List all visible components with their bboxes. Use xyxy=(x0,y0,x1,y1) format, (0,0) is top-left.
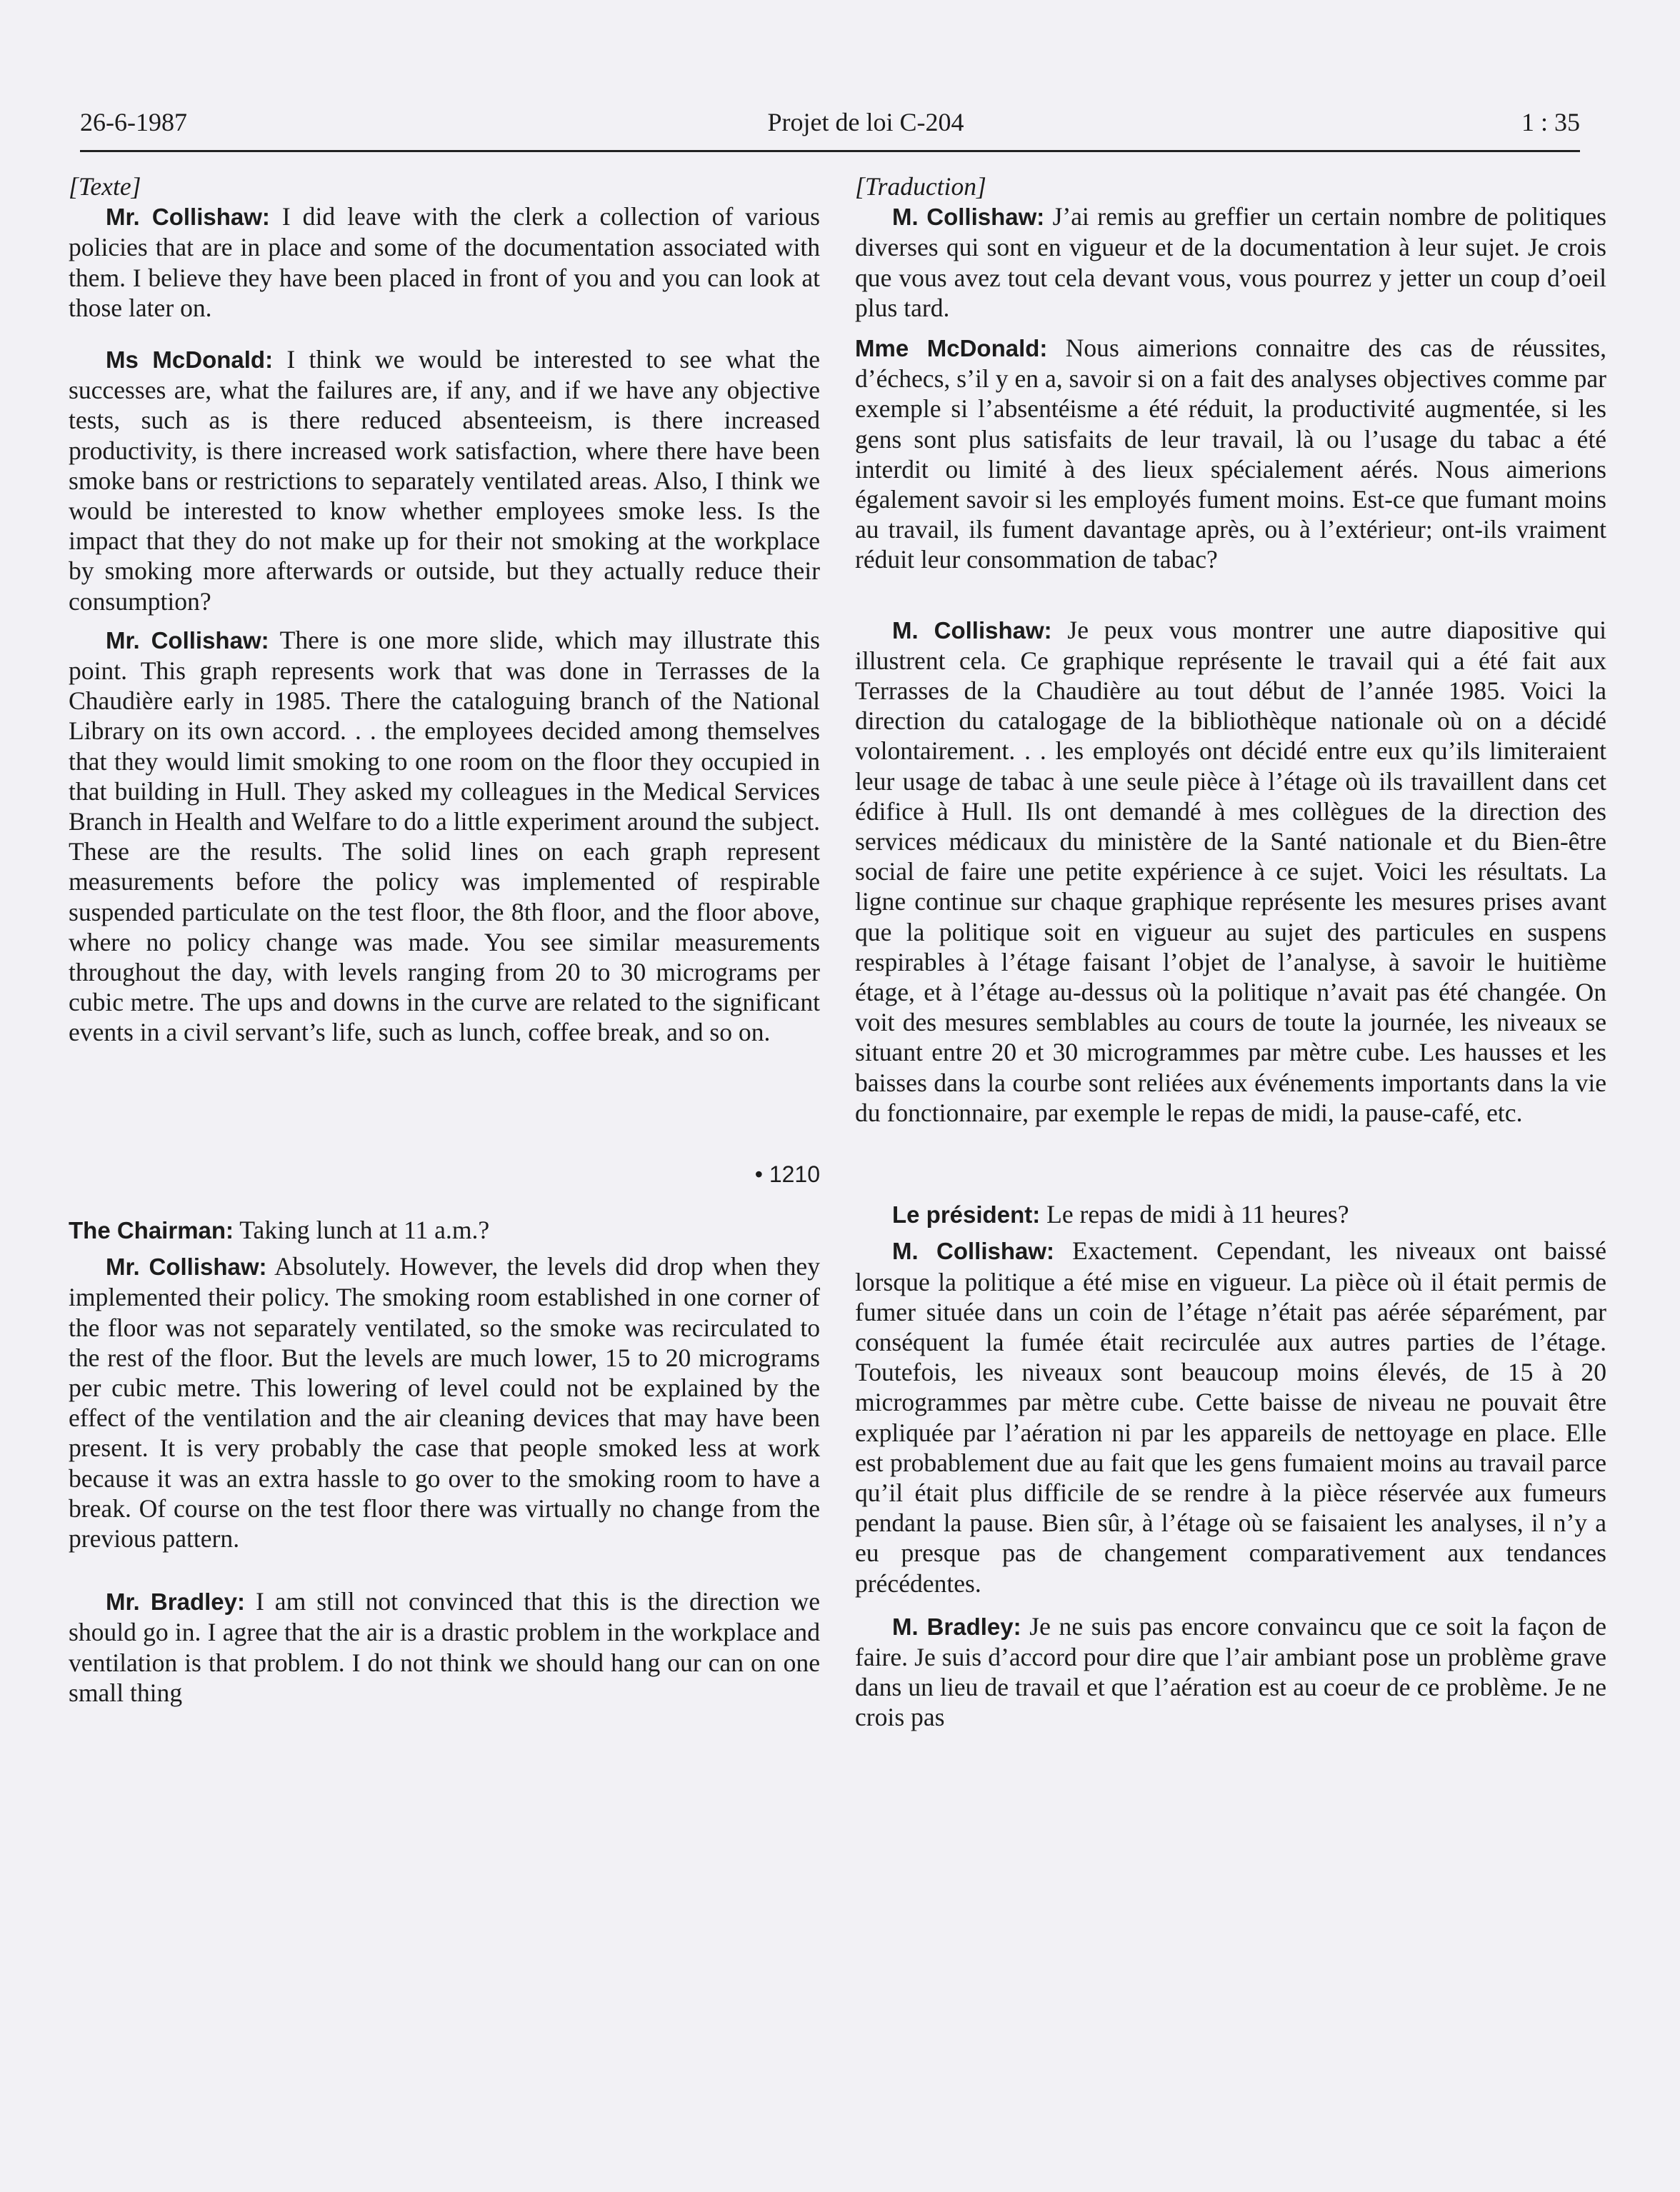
speech-text: Je ne suis pas encore convaincu que ce soit la façon de faire. Je suis d’accord pour dire que l’air ambiant pose un problème grave dans un lieu de travail et que l’aération est au coeur de ce problème. Je ne crois pas xyxy=(855,1611,1606,1732)
speech-paragraph xyxy=(855,333,1606,575)
speaker-name: Mr. Bradley: xyxy=(106,1588,245,1616)
english-column xyxy=(69,171,820,1708)
speech-paragraph xyxy=(855,1611,1606,1733)
speaker-name: Le président: xyxy=(892,1201,1041,1228)
speaker-name: Mr. Collishaw: xyxy=(106,626,269,654)
language-tag: [Texte] xyxy=(69,172,141,201)
speech-text: Nous aimerions connaitre des cas de réussites, d’échecs, s’il y en a, savoir si on a fait des analyses objectives comme par exemple si l’absentéisme a été réduit, la productivité augmentée, si les gens sont plus satisfaits de leur travail, là ou l’usage du tabac a été interdit ou limité à des lieux spécialement aérés. Nous aimerions également savoir si les employés fument moins. Est-ce que fumant moins au travail, ils fument davantage après, ou à l’extérieur; ont-ils vraiment réduit leur consommation de tabac? xyxy=(855,334,1607,574)
speech-text: J’ai remis au greffier un certain nombre de politiques diverses qui sont en vigueur et de la documentation à leur sujet. Je crois que vous avez tout cela devant vous, vous pourrez y jetter un coup d’oeil plus tard. xyxy=(855,202,1607,322)
speech-paragraph xyxy=(69,625,820,1048)
header-page-number: 1 : 35 xyxy=(1521,108,1580,136)
speaker-name: Mr. Collishaw: xyxy=(106,1253,267,1281)
speaker-name: M. Collishaw: xyxy=(892,616,1052,644)
speech-text: I am still not convinced that this is the direction we should go in. I agree that the air is a drastic problem in the workplace and ventilation is that problem. I do not think we should hang our can on one small thing xyxy=(69,1587,820,1707)
speech-paragraph xyxy=(69,1586,820,1708)
speech-paragraph xyxy=(69,1251,820,1553)
speech-paragraph xyxy=(69,201,820,323)
speech-text: Absolutely. However, the levels did drop when they implemented their policy. The smoking room established in one corner of the floor was not separately ventilated, so the smoke was recirculated to the rest of the floor. But the levels are much lower, 15 to 20 micrograms per cubic metre. This lowering of level could not be explained by the effect of the ventilation and the air cleaning devices that may have been present. It is very probably the case that people smoked less at work because it was an extra hassle to go over to the smoking room to have a break. Of course on the test floor there was virtually no change from the previous pattern. xyxy=(69,1252,820,1553)
page-header xyxy=(80,107,1580,150)
speaker-name: M. Collishaw: xyxy=(892,204,1045,231)
french-column xyxy=(855,171,1606,1733)
speech-text: I did leave with the clerk a collection of various policies that are in place and some of the documentation associated with them. I believe they have been placed in front of you and you can look at those later on. xyxy=(69,202,820,322)
speaker-name: Ms McDonald: xyxy=(106,346,274,374)
speaker-name: Mr. Collishaw: xyxy=(106,204,270,231)
speech-paragraph xyxy=(855,1199,1606,1230)
speech-text: I think we would be interested to see what the successes are, what the failures are, if any, and if we have any objective tests, such as is there reduced absenteeism, is there increased productivity, is there increased work satisfaction, where there have been smoke bans or restrictions to separately ventilated areas. Also, I think we would be interested to know whether employees smoke less. Is the impact that they do not make up for their not smoking at the workplace by smoking more afterwards or outside, but they actually reduce their consumption? xyxy=(69,345,821,616)
speaker-name: M. Collishaw: xyxy=(892,1238,1055,1265)
speech-paragraph xyxy=(69,344,820,616)
speech-paragraph xyxy=(69,1215,820,1246)
time-stamp: • 1210 xyxy=(754,1161,820,1187)
header-date: 26-6-1987 xyxy=(80,108,187,136)
speech-paragraph xyxy=(855,615,1606,1128)
speech-paragraph xyxy=(855,1236,1606,1598)
header-title: Projet de loi C-204 xyxy=(767,108,964,136)
speech-text: Exactement. Cependant, les niveaux ont baissé lorsque la politique a été mise en vigueur. La pièce où il était permis de fumer située dans un coin de l’étage n’était pas aérée séparément, par conséquent la fumée était recirculée aux autres parties de l’étage. Toutefois, les niveaux sont beaucoup moins élevés, de 15 à 20 microgrammes par mètre cube. Cette baisse de niveau ne pouvait être expliquée par l’aération ni par les appareils de nettoyage en place. Elle est probablement due au fait que les gens fumaient moins au travail parce qu’il était plus difficile de se rendre à la pièce réservée aux fumeurs pendant la pause. Bien sûr, à l’étage où se faisaient les analyses, il n’y a eu presque pas de changement comparativement aux tendances précédentes. xyxy=(855,1236,1607,1598)
speaker-name: Mme McDonald: xyxy=(855,335,1048,362)
speech-text: Je peux vous montrer une autre diapositive qui illustrent cela. Ce graphique représente le travail qui a été fait aux Terrasses de la Chaudière au tout début de l’année 1985. Voici la direction du catalogage de la bibliothèque nationale où on a décidé volontairement. . . les employés ont décidé entre eux qu’ils limiteraient leur usage de tabac à une seule pièce à l’étage où ils travaillent dans cet édifice à Hull. Ils ont demandé à mes collègues de la direction des services médicaux du ministère de la Santé nationale et du Bien-être social de faire une petite expérience à ce sujet. Voici les résultats. La ligne continue sur chaque graphique représente les mesures prises avant que la politique soit en vigueur au sujet des particules en suspens respirables à l’étage faisant l’objet de l’analyse, à savoir le huitième étage, et à l’étage au-dessus où la politique n’avait pas été changée. On voit des mesures semblables au cours de toute la journée, les niveaux se situant entre 20 et 30 microgrammes par mètre cube. Les hausses et les baisses dans la courbe sont reliées aux événements importants dans la vie du fonctionnaire, par exemple le repas de midi, la pause-café, etc. xyxy=(855,615,1606,1127)
speech-paragraph xyxy=(855,201,1606,323)
speaker-name: The Chairman: xyxy=(69,1216,234,1243)
header-rule xyxy=(80,150,1580,152)
speech-text: Le repas de midi à 11 heures? xyxy=(1040,1200,1349,1229)
speaker-name: M. Bradley: xyxy=(892,1613,1021,1640)
speech-text: Taking lunch at 11 a.m.? xyxy=(234,1215,490,1244)
speech-text: There is one more slide, which may illustrate this point. This graph represents work that was done in Terrasses de la Chaudière early in 1985. There the cataloguing branch of the National Library on its own accord. . . the employees decided among themselves that they would limit smoking to one room on the floor they occupied in that building in Hull. They asked my colleagues in the Medical Services Branch in Health and Welfare to do a little experiment around the subject. These are the results. The solid lines on each graph represent measurements before the policy was implemented of respirable suspended particulate on the test floor, the 8th floor, and the floor above, where no policy change was made. You see similar measurements throughout the day, with levels ranging from 20 to 30 micrograms per cubic metre. The ups and downs in the curve are related to the significant events in a civil servant’s life, such as lunch, coffee break, and so on. xyxy=(69,625,820,1047)
language-tag: [Traduction] xyxy=(855,172,986,201)
